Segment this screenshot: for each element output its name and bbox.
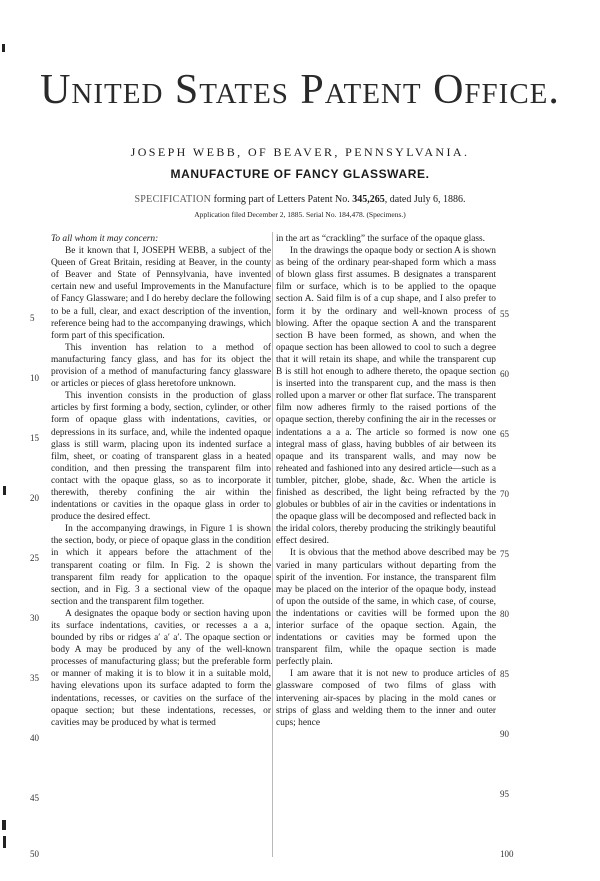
line-number: 45 (30, 793, 39, 803)
paragraph: Be it known that I, JOSEPH WEBB, a subject of the Queen of Great Britain, residing at Beaver, in the county of Beaver and State of Pennsylvania, have invented certain new and useful Improvements in the Manufacture of Fancy Glassware; and I do hereby declare the following to be a full, clear, and exact description of the invention, reference being had to the accompanying drawings, which form part of this specification. (51, 246, 271, 341)
invention-title: MANUFACTURE OF FANCY GLASSWARE. (170, 167, 430, 181)
salutation: To all whom it may concern: (51, 234, 159, 244)
line-number: 30 (30, 613, 39, 623)
scan-speck (2, 820, 6, 830)
line-number: 85 (500, 669, 509, 679)
line-number: 100 (500, 849, 514, 859)
line-number: 90 (500, 729, 509, 739)
spec-heading: SPECIFICATION (134, 194, 212, 205)
line-number: 35 (30, 673, 39, 683)
line-number: 10 (30, 373, 39, 383)
line-number: 80 (500, 609, 509, 619)
line-number: 50 (30, 849, 39, 859)
line-number: 5 (30, 313, 35, 323)
line-number: 95 (500, 789, 509, 799)
spec-text: forming part of Letters Patent No. (211, 194, 353, 205)
line-number: 20 (30, 493, 39, 503)
patent-number: 345,265 (352, 194, 385, 205)
line-number: 55 (500, 309, 509, 319)
scan-speck (2, 44, 5, 52)
paragraph: It is obvious that the method above described may be varied in many particulars without departing from the spirit of the invention. For instance, the transparent film may be placed on the interior of the opaque body, instead of upon the outside of the same, in which case, of course, the indentations or cavities will be formed upon the interior surface of the opaque section. Again, the indentations or cavities may be formed upon the transparent film, while the opaque section is made perfectly plain. (276, 548, 496, 668)
office-title: United States Patent Office. (40, 67, 560, 113)
specification-line (0, 194, 600, 205)
line-number: 15 (30, 433, 39, 443)
line-number: 65 (500, 429, 509, 439)
paragraph: I am aware that it is not new to produce articles of glassware composed of two films of glass with intervening air-spaces by placing in the mold canes or strips of glass and welding them to the inner and outer cups; hence (276, 669, 496, 728)
line-number: 75 (500, 549, 509, 559)
scan-speck (3, 836, 6, 848)
left-column (51, 233, 271, 729)
line-number: 70 (500, 489, 509, 499)
paragraph: This invention has relation to a method of manufacturing fancy glass, and has for its object the provision of a method of manufacturing fancy glassware or articles or pieces of glass heretofore unknown. (51, 342, 271, 390)
right-column (276, 233, 496, 729)
paragraph: A designates the opaque body or section having upon its surface indentations, cavities, or recesses a a a, bounded by ribs or ridges a′ a′ a′. The opaque section or body A may be produced by any of the well-known processes of manufacturing glass; but the preferable form or manner of making it is to blow it in a suitable mold, having elevations upon its surface adapted to form the indentations, recesses, or cavities on the surface of the opaque section; but these indentations, recesses, or cavities may be produced by what is termed (51, 608, 271, 728)
line-number: 60 (500, 369, 509, 379)
paragraph: This invention consists in the production of glass articles by first forming a body, section, cylinder, or other form of opaque glass with indentations, cavities, or depressions in its surface, and, while the indented opaque glass is still warm, placing upon its indented surface a film, sheet, or coating of transparent glass in a heated condition, and then pressing the transparent film into contact with the opaque glass, so as to incorporate it therewith, thereby confining the air within the indentations or cavities in the opaque glass in order to produce the desired effect. (51, 391, 271, 523)
application-line: Application filed December 2, 1885. Serial No. 184,478. (Specimens.) (194, 210, 406, 219)
paragraph: In the accompanying drawings, in Figure 1 is shown the section, body, or piece of opaque glass in the condition in which it appears before the attachment of the transparent coating or film. In Fig. 2 is shown the transparent film ready for application to the opaque section, and in Fig. 3 a sectional view of the opaque section and the transparent film together. (51, 524, 271, 607)
paragraph: in the art as “crackling” the surface of the opaque glass. (276, 234, 486, 244)
column-divider (272, 232, 273, 857)
spec-date: , dated July 6, 1886. (384, 194, 466, 205)
line-number: 25 (30, 553, 39, 563)
scan-speck (3, 486, 6, 495)
inventor-line: JOSEPH WEBB, OF BEAVER, PENNSYLVANIA. (130, 145, 470, 159)
line-number: 40 (30, 733, 39, 743)
paragraph: In the drawings the opaque body or section A is shown as being of the ordinary pear-shaped form which a mass of blown glass first assumes. B designates a transparent film or surface, which is to be applied to the opaque section A. Said film is of a cup shape, and I also prefer to form it by the ordinary and well-known process of blowing. After the opaque section A and the transparent section B have been formed, as shown, and when the opaque section has been allowed to cool to such a degree that it will retain its shape, and while the transparent cup B is still hot enough to adhere thereto, the opaque section is inserted into the transparent cup, and the mass is then rolled upon a marver or other flat surface. The transparent film now adheres firmly to the raised portions of the opaque section, thereby confining the air in the recesses or indentations a a a. The article so formed is now one integral mass of glass, having bubbles of air between its opaque and its transparent walls, and may now be reheated and fashioned into any desired article—such as a tumbler, pitcher, globe, shade, &c. When the article is finished as described, the light being refracted by the globules or bubbles of air in the cavities or indentations in the opaque glass will be decomposed and reflected back in the iridal colors, thereby producing the strikingly beautiful effect desired. (276, 246, 496, 547)
